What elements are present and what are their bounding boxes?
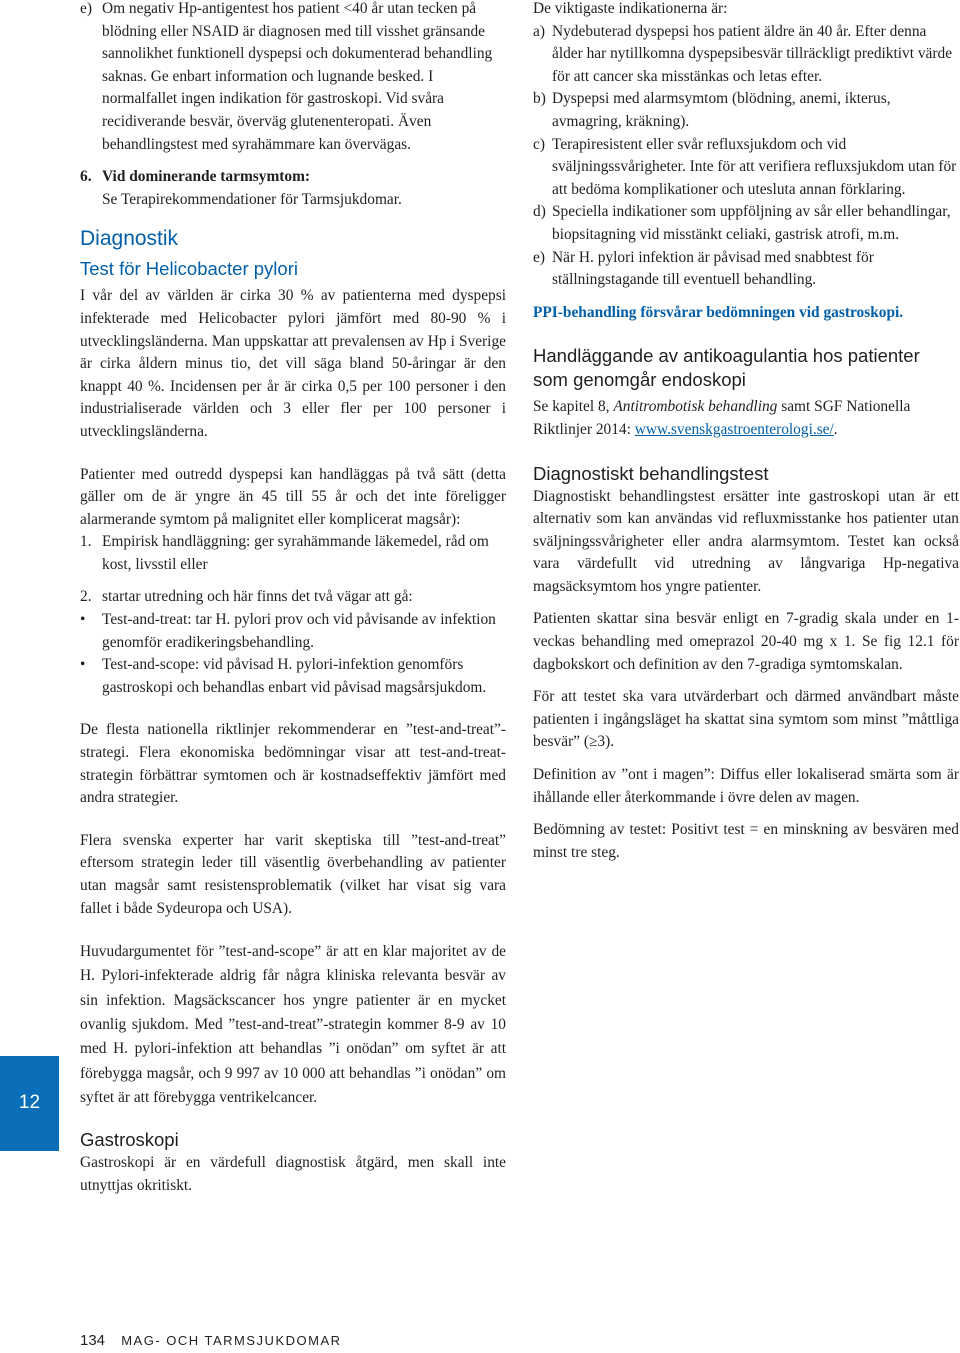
paragraph: Huvudargumentet för ”test-and-scope” är att en klar majoritet av de H. Pylori-infekterade aldrig får några kliniska relevanta besvär av sin infektion. Magsäckscancer hos yngre patienter är en mycket ovanlig sjukdom. Med ”test-and-treat”-strategin kommer 8-9 av 10 med H. pylori-infektion att behandlas ”i onödan” om syftet är att förebygga magsår, och 9 997 av 10 000 att behandlas ”i onödan” om syftet är att förebygga ventrikelcancer. [80, 943, 506, 1106]
indication-b [533, 88, 959, 133]
list-text: Test-and-scope: vid påvisad H. pylori-infektion genomförs gastroskopi och behandlas enbart vid påvisad magsårsjukdom. [102, 656, 487, 696]
paragraph: Bedömning av testet: Positivt test = en minskning av besvären med minst tre steg. [533, 821, 959, 861]
text: samt SGF Nationella Riktlinjer 2014: [533, 398, 911, 438]
list-item-e [80, 0, 506, 156]
list-marker: 1. [80, 533, 92, 551]
heading-hp-test: Test för Helicobacter pylori [80, 258, 298, 280]
indication-c [533, 134, 959, 202]
paragraph: Patienten skattar sina besvär enligt en 7-gradig skala under en 1-veckas behandling med omeprazol 20-40 mg x 1. Se fig 12.1 för dagbokskort och definition av den 7-gradiga symtomskalan. [533, 610, 959, 673]
paragraph: De flesta nationella riktlinjer rekommenderar en ”test-and-treat”-strategi. Flera ekonomiska bedömningar visar att test-and-treat-strategin förbättrar symtomen och är kostnadseffektiv jämfört med andra strategier. [80, 721, 506, 807]
list-text: Speciella indikationer som uppföljning av sår eller behandlingar, biopsitagning vid misstänkt celiaki, gastrisk atrofi, m.m. [552, 203, 951, 243]
list-marker: e) [80, 0, 92, 17]
page-number: 134 [80, 1332, 106, 1349]
paragraph: Flera svenska experter har varit skeptiska till ”test-and-treat” eftersom strategin leder till väsentlig överbehandling av patienter utan magsår samt resistensproblematik (vilket har visat sig vara fallet i både Sydeuropa och USA). [80, 831, 506, 917]
paragraph: Diagnostiskt behandlingstest ersätter inte gastroskopi utan är ett alternativ som kan användas vid refluxmisstanke hos patienter utan sväljningssvårigheter eller andra alarmsymtom. Testet kan också vara värdefullt vid utredning av långvariga Hp-negativa magsäcksymtom hos yngre patienter. [533, 487, 959, 595]
list-marker: d) [533, 203, 546, 221]
text: . [833, 420, 838, 438]
item6-title: Vid dominerande tarmsymtom: [102, 168, 311, 186]
footer-title: MAG- OCH TARMSJUKDOMAR [121, 1333, 342, 1348]
bullet-item [80, 654, 506, 699]
list-text [102, 166, 506, 211]
heading-antikoagulantia: Handläggande av antikoagulantia hos patienter som genomgår endoskopi [533, 345, 920, 391]
paragraph [533, 396, 959, 441]
heading-diagnostik: Diagnostik [80, 227, 179, 251]
list-text: startar utredning och här finns det två vägar att gå: [102, 588, 413, 606]
bullet-marker: • [80, 656, 86, 674]
list-text: Dyspepsi med alarmsymtom (blödning, anemi, ikterus, avmagring, kräkning). [552, 90, 891, 130]
paragraph: I vår del av världen är cirka 30 % av patienterna med dyspepsi infekterade med Helicobacter pylori jämfört med 80-90 % i utvecklingsländerna. Man uppskattar att prevalensen av Hp i Sverige är cirka åldern minus tio, det vill säga bland 50-åringar är den knappt 40 %. Incidensen per år är cirka 0,5 per 100 personer i den industrialiserade världen och 3 eller fler per 100 personer i utvecklingsländerna. [80, 287, 506, 440]
page-footer [80, 1330, 342, 1353]
paragraph: Gastroskopi är en värdefull diagnostisk åtgärd, men skall inte utnyttjas okritiskt. [80, 1154, 506, 1194]
list-text: När H. pylori infektion är påvisad med snabbtest för ställningstagande till eventuell behandling. [552, 248, 874, 289]
list-marker: e) [533, 248, 545, 266]
indication-e [533, 247, 959, 292]
list-marker: a) [533, 22, 545, 40]
ppi-statement: PPI-behandling försvårar bedömningen vid gastroskopi. [533, 303, 904, 321]
list-marker: 6. [80, 168, 92, 186]
option-1 [80, 531, 506, 576]
bullet-marker: • [80, 611, 86, 629]
chapter-tab: 12 [0, 1056, 59, 1151]
indication-a [533, 21, 959, 89]
list-text: Nydebuterad dyspepsi hos patient äldre än 40 år. Efter denna ålder har nytillkomna dyspepsibesvär tillräckligt prediktivt värde för att cancer ska misstänkas och letas efter. [552, 22, 953, 85]
list-text: Empirisk handläggning: ger syrahämmande läkemedel, råd om kost, livsstil eller [102, 533, 489, 573]
paragraph: För att testet ska vara utvärderbart och därmed användbart måste patienten i ingångsläget ha skattat sina symtom som minst ”måttliga besvär” (≥3). [533, 688, 959, 751]
text: Se kapitel 8, [533, 398, 614, 416]
left-column [80, 0, 506, 1197]
list-marker: b) [533, 90, 546, 108]
list-marker: 2. [80, 588, 92, 606]
indication-d [533, 201, 959, 246]
heading-behandlingstest: Diagnostiskt behandlingstest [533, 462, 769, 484]
list-text: Test-and-treat: tar H. pylori prov och vid påvisande av infektion genomför eradikeringsbehandling. [102, 611, 496, 651]
sgf-link[interactable]: www.svenskgastroenterologi.se/ [634, 420, 834, 438]
bullet-item [80, 609, 506, 654]
list-text: Om negativ Hp-antigentest hos patient <40 år utan tecken på blödning eller NSAID är diagnosen med till visshet gränsande sannolikhet funktionell dyspepsi och dokumenterad behandling saknas. Ge enbart information och lugnande besked. I normalfallet ingen indikation för gastroskopi. Vid svåra recidiverande besvär, överväg glutenenteropati. Även behandlingstest med syrahämmare kan övervägas. [102, 0, 493, 153]
option-2 [80, 586, 506, 609]
heading-gastroskopi: Gastroskopi [80, 1129, 179, 1151]
text-italic: Antitrombotisk behandling [613, 398, 778, 416]
paragraph: Patienter med outredd dyspepsi kan handläggas på två sätt (detta gäller om de är yngre än 45 till 55 år och det inte föreligger alarmerande symtom på malignitet eller komplicerat magsår): [80, 465, 506, 528]
list-item-6 [80, 166, 506, 211]
paragraph: Definition av ”ont i magen”: Diffus eller lokaliserad smärta som är ihållande eller återkommande i övre delen av magen. [533, 766, 959, 806]
right-column [533, 0, 959, 864]
list-text: Terapiresistent eller svår refluxsjukdom och vid sväljningssvårigheter. Inte för att verifiera refluxsjukdom utan för att bedöma komplikationer och utesluta annan förklaring. [552, 135, 957, 198]
indications-intro: De viktigaste indikationerna är: [533, 0, 728, 17]
item6-text: Se Terapirekommendationer för Tarmsjukdomar. [102, 190, 402, 208]
list-marker: c) [533, 135, 545, 153]
